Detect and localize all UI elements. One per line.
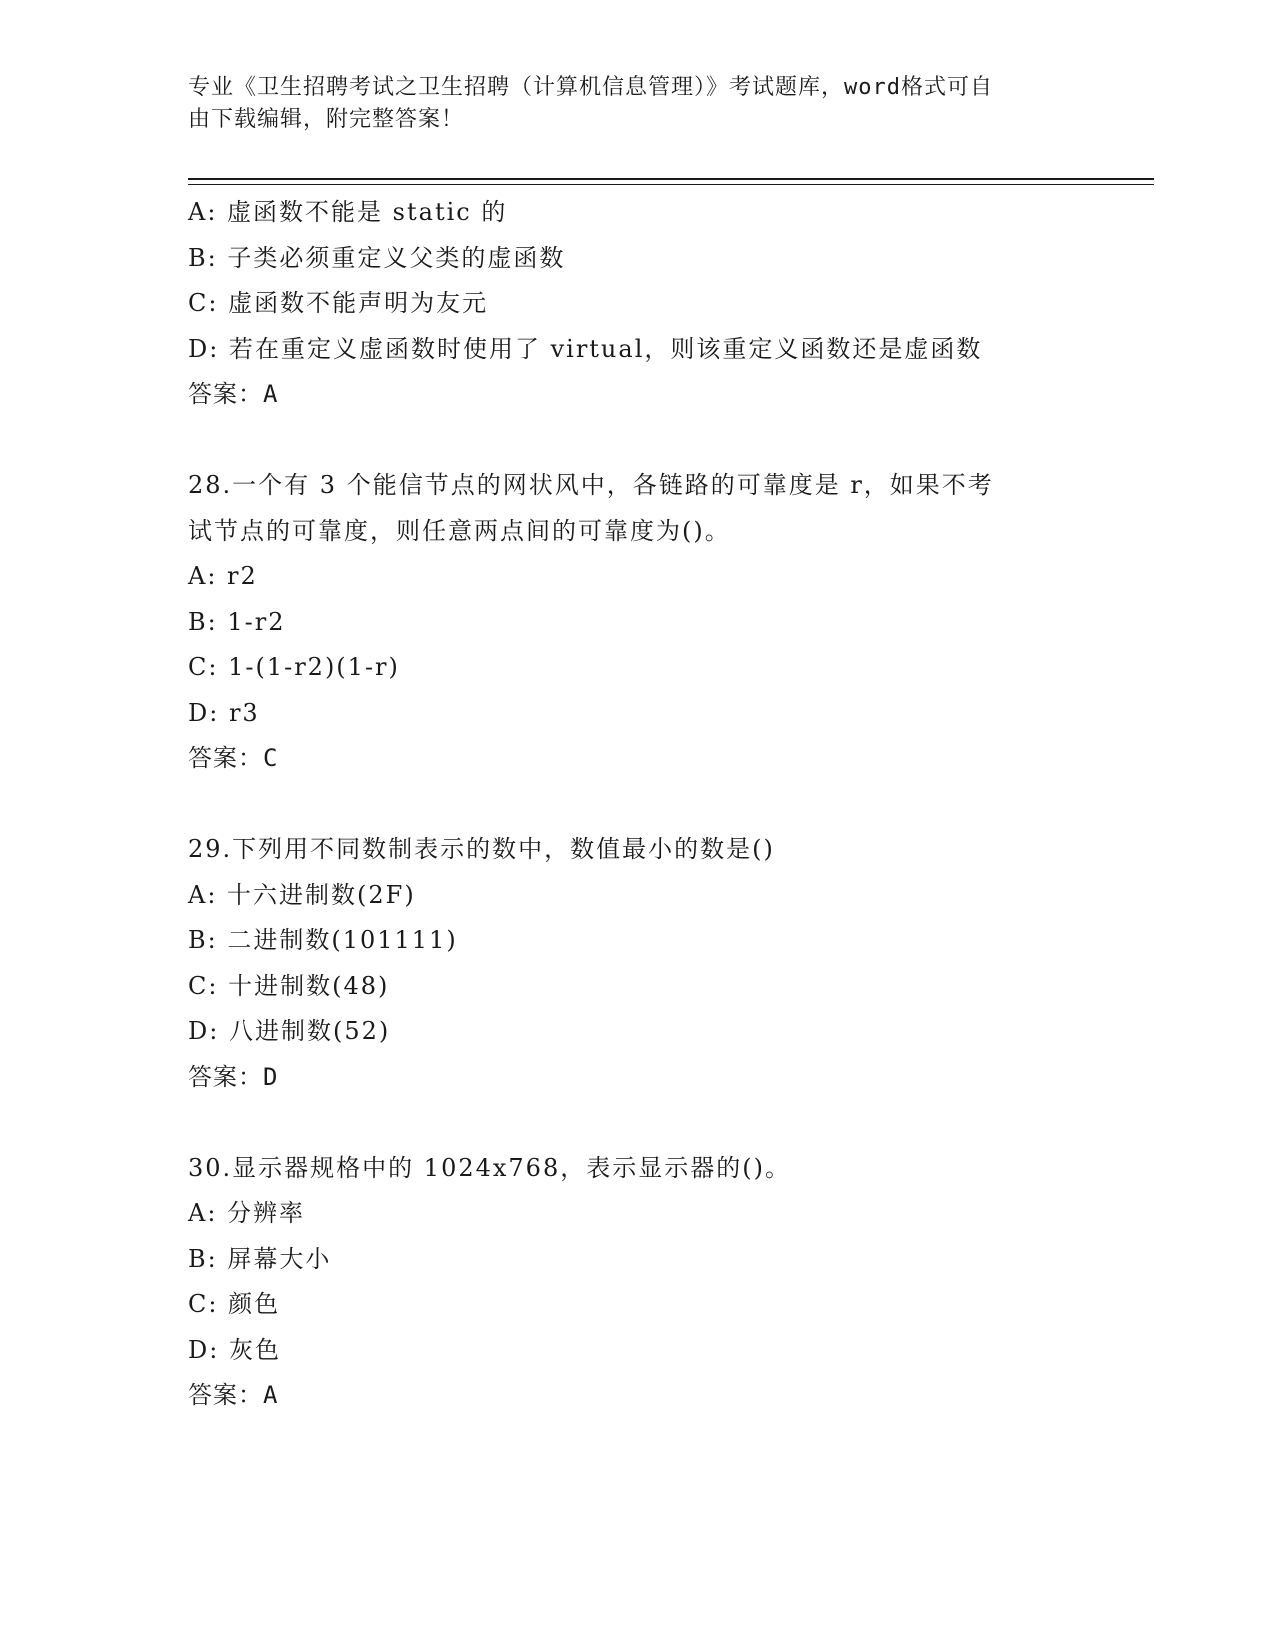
q30-option-a: A: 分辨率 — [188, 1199, 306, 1227]
q30-answer: 答案：A — [188, 1381, 279, 1409]
q29-option-c: C: 十进制数(48) — [188, 971, 390, 1000]
q30-option-d: D: 灰色 — [188, 1335, 281, 1364]
q29-option-b: B: 二进制数(101111) — [188, 926, 458, 954]
question-30 — [188, 1146, 1088, 1419]
question-content — [188, 190, 1088, 1419]
q28-option-a: A: r2 — [188, 562, 258, 590]
document-header — [188, 72, 1088, 136]
q28-option-b: B: 1-r2 — [188, 607, 286, 636]
spacer — [188, 782, 1088, 828]
q28-answer: 答案：C — [188, 744, 279, 772]
q27-option-a: A: 虚函数不能是 static 的 — [188, 198, 508, 226]
header-rule-thin — [188, 184, 1154, 185]
question-28 — [188, 463, 1088, 782]
q28-stem-line-2: 试节点的可靠度，则任意两点间的可靠度为()。 — [188, 516, 731, 545]
q30-option-b: B: 屏幕大小 — [188, 1244, 332, 1273]
question-27 — [188, 190, 1088, 418]
q30-option-c: C: 颜色 — [188, 1290, 281, 1318]
spacer — [188, 418, 1088, 464]
question-29 — [188, 827, 1088, 1100]
q27-option-d: D: 若在重定义虚函数时使用了 virtual，则该重定义函数还是虚函数 — [188, 334, 983, 363]
header-line-2: 由下载编辑，附完整答案！ — [188, 107, 465, 132]
spacer — [188, 1100, 1088, 1146]
header-line-1: 专业《卫生招聘考试之卫生招聘（计算机信息管理）》考试题库，word格式可自 — [188, 75, 993, 100]
q29-answer: 答案：D — [188, 1062, 279, 1091]
header-rule-thick — [188, 178, 1154, 180]
q30-stem-line-1: 30.显示器规格中的 1024x768，表示显示器的()。 — [188, 1153, 791, 1182]
q28-stem-line-1: 28.一个有 3 个能信节点的网状风中，各链路的可靠度是 r，如果不考 — [188, 471, 994, 499]
q29-option-a: A: 十六进制数(2F) — [188, 880, 416, 909]
q27-option-b: B: 子类必须重定义父类的虚函数 — [188, 243, 566, 272]
q28-option-d: D: r3 — [188, 698, 260, 727]
q27-option-c: C: 虚函数不能声明为友元 — [188, 289, 489, 317]
q29-stem-line-1: 29.下列用不同数制表示的数中，数值最小的数是() — [188, 835, 775, 863]
q28-option-c: C: 1-(1-r2)(1-r) — [188, 653, 400, 681]
q29-option-d: D: 八进制数(52) — [188, 1017, 391, 1045]
q27-answer: 答案：A — [188, 380, 279, 408]
